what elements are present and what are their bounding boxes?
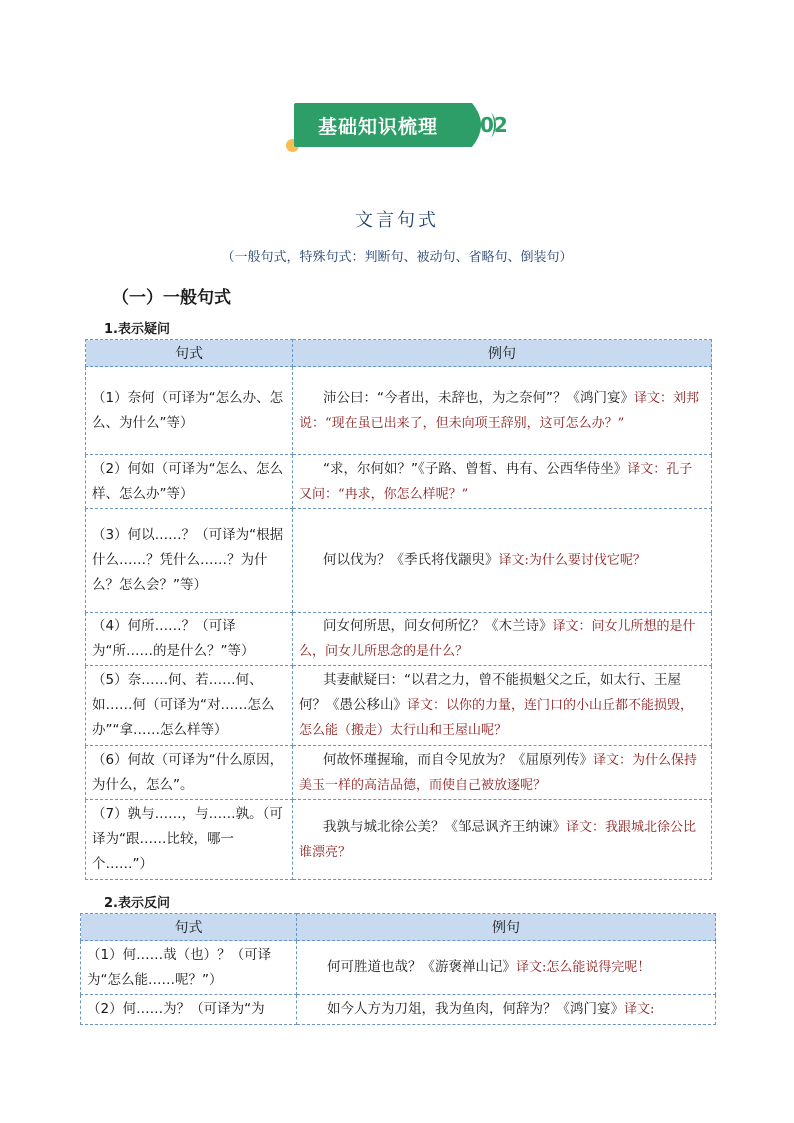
form-cell: （3）何以……？（可译为“根据什么……？凭什么……？为什么？怎么会？”等） bbox=[86, 509, 293, 613]
form-cell: （1）奈何（可译为“怎么办、怎么、为什么”等） bbox=[86, 367, 293, 455]
translation-text: 译文:为什么要讨伐它呢？ bbox=[498, 553, 646, 568]
form-cell: （1）何……哉（也）？（可译为“怎么能……呢？”） bbox=[81, 941, 297, 995]
example-cell bbox=[293, 455, 712, 509]
example-cell bbox=[293, 746, 712, 800]
table-row bbox=[86, 509, 712, 613]
table-row bbox=[86, 367, 712, 455]
banner-label: 基础知识梳理 bbox=[318, 116, 439, 138]
translation-text: 译文：为什么保持美玉一样的高洁品德，而使自己被放逐呢？ bbox=[299, 752, 698, 793]
translation-text: 译文：我跟城北徐公比谁漂亮？ bbox=[299, 819, 697, 860]
question-forms-table bbox=[85, 339, 712, 880]
banner-number: 02 bbox=[480, 113, 508, 137]
example-text: 我孰与城北徐公美？《邹忌讽齐王纳谏》 bbox=[323, 818, 566, 835]
translation-text: 译文：以你的力量，连门口的小山丘都不能损毁，怎么能（搬走）太行山和王屋山呢？ bbox=[299, 698, 694, 738]
section-banner bbox=[292, 103, 510, 149]
form-cell: （6）何故（可译为“什么原因，为什么，怎么”。 bbox=[86, 746, 293, 800]
translation-text: 译文：问女儿所想的是什么，问女儿所思念的是什么？ bbox=[299, 619, 696, 659]
table-row bbox=[86, 666, 712, 746]
header-form: 句式 bbox=[86, 340, 293, 367]
example-cell bbox=[293, 613, 712, 666]
example-text: “求，尔何如？”《子路、曾皙、冉有、公西华侍坐》 bbox=[323, 460, 628, 477]
page-title: 文言句式 bbox=[355, 210, 439, 231]
section-heading: （一）一般句式 bbox=[112, 288, 231, 308]
example-text: 其妻献疑曰：“以君之力，曾不能损魁父之丘，如太行、王屋何？《愚公移山》 bbox=[299, 672, 681, 713]
form-cell: （5）奈……何、若……何、如……何（可译为“对……怎么办”“拿……怎么样等） bbox=[86, 666, 293, 746]
form-cell: （4）何所……？（可译为“所……的是什么？”等） bbox=[86, 613, 293, 666]
table-header-row bbox=[86, 340, 712, 367]
header-form: 句式 bbox=[81, 914, 297, 941]
form-cell: （7）孰与……，与……孰。（可译为“跟……比较，哪一个……”） bbox=[86, 800, 293, 880]
table-row bbox=[86, 613, 712, 666]
example-text: 何以伐为？《季氏将伐颛臾》 bbox=[323, 552, 499, 568]
example-cell bbox=[293, 800, 712, 880]
example-cell bbox=[293, 666, 712, 746]
example-text: 何故怀瑾握瑜，而自令见放为？《屈原列传》 bbox=[323, 751, 593, 768]
header-example: 例句 bbox=[293, 340, 712, 367]
example-text: 如今人方为刀俎，我为鱼肉，何辞为？《鸿门宴》 bbox=[327, 1001, 624, 1017]
table-row bbox=[86, 455, 712, 509]
example-cell bbox=[297, 995, 716, 1025]
header-example: 例句 bbox=[297, 914, 716, 941]
subheading-questions: 1.表示疑问 bbox=[104, 322, 170, 337]
example-cell bbox=[293, 509, 712, 613]
form-cell: （2）何……为？（可译为“为 bbox=[81, 995, 297, 1025]
translation-text: 译文：孔子又问：“冉求，你怎么样呢？” bbox=[299, 461, 693, 502]
table-row bbox=[81, 941, 716, 995]
translation-text: 译文: bbox=[624, 1002, 655, 1017]
example-text: 何可胜道也哉？《游褒禅山记》 bbox=[327, 959, 516, 975]
example-text: 问女何所思，问女何所忆？《木兰诗》 bbox=[323, 618, 553, 634]
example-cell bbox=[293, 367, 712, 455]
banner-bar bbox=[294, 103, 472, 147]
translation-text: 译文:怎么能说得完呢！ bbox=[516, 960, 651, 975]
rhetorical-forms-table bbox=[80, 913, 716, 1025]
form-cell: （2）何如（可译为“怎么、怎么样、怎么办”等） bbox=[86, 455, 293, 509]
table-row bbox=[81, 995, 716, 1025]
table-row bbox=[86, 800, 712, 880]
example-text: 沛公曰：“今者出，未辞也，为之奈何”？《鸿门宴》 bbox=[323, 389, 634, 406]
table-header-row bbox=[81, 914, 716, 941]
translation-text: 译文：刘邦说：“现在虽已出来了，但未向项王辞别，这可怎么办？” bbox=[299, 390, 700, 431]
page-subtitle: （一般句式，特殊句式：判断句、被动句、省略句、倒装句） bbox=[221, 250, 573, 265]
table-row bbox=[86, 746, 712, 800]
example-cell bbox=[297, 941, 716, 995]
subheading-rhetorical: 2.表示反问 bbox=[104, 896, 170, 911]
